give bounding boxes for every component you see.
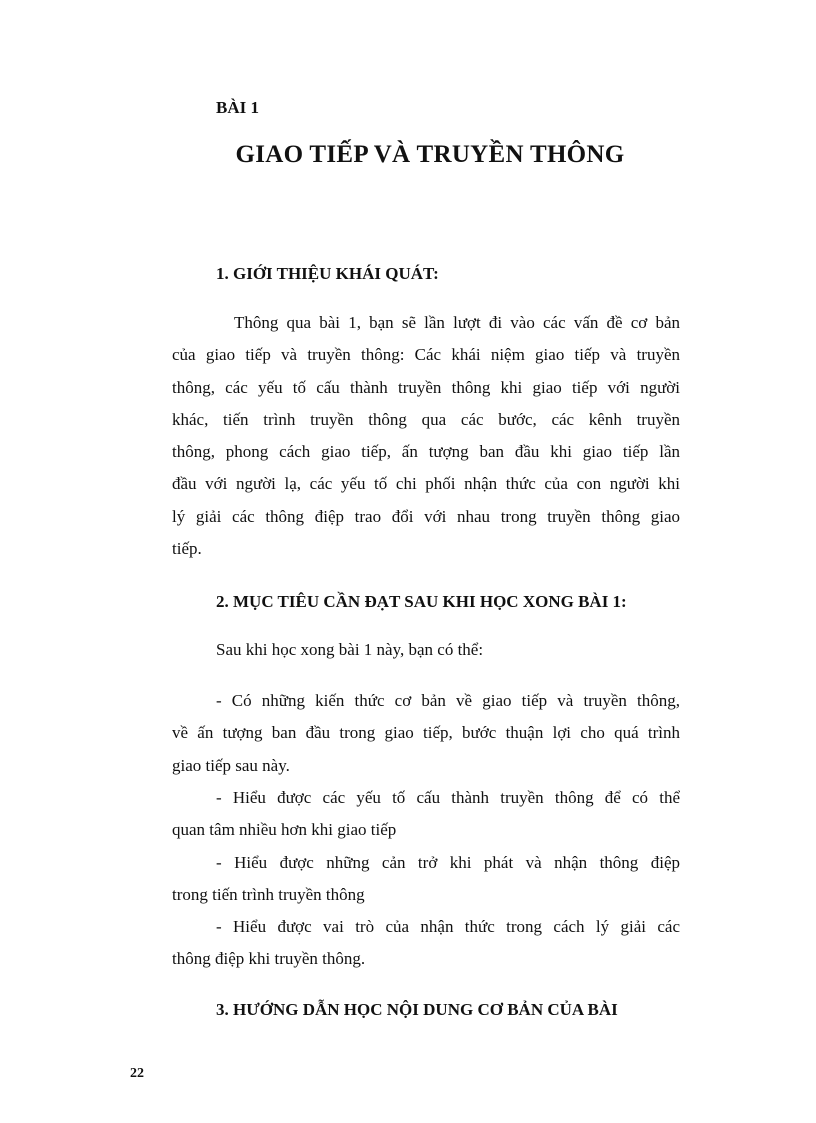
paragraph-line: của giao tiếp và truyền thông: Các khái niệm giao tiếp và truyền	[172, 345, 680, 365]
paragraph-line: Thông qua bài 1, bạn sẽ lần lượt đi vào các vấn đề cơ bản	[234, 313, 680, 332]
section-heading-introduction: 1. GIỚI THIỆU KHÁI QUÁT:	[216, 264, 439, 283]
objective-line: trong tiến trình truyền thông	[172, 885, 365, 905]
objective-line: - Hiểu được những cản trở khi phát và nhận thông điệp	[216, 853, 680, 872]
objectives-intro: Sau khi học xong bài 1 này, bạn có thể:	[216, 640, 484, 659]
objective-item	[172, 782, 680, 847]
paragraph-line: tiếp.	[172, 539, 202, 559]
page-title: GIAO TIẾP VÀ TRUYỀN THÔNG	[235, 141, 625, 168]
section-heading-study-guide: 3. HƯỚNG DẪN HỌC NỘI DUNG CƠ BẢN CỦA BÀI	[216, 1000, 618, 1019]
objective-line: - Có những kiến thức cơ bản về giao tiếp và truyền thông,	[216, 691, 680, 710]
paragraph-line: khác, tiến trình truyền thông qua các bước, các kênh truyền	[172, 409, 680, 429]
paragraph-line: thông, các yếu tố cấu thành truyền thông khi giao tiếp với người	[172, 377, 680, 397]
objective-line: giao tiếp sau này.	[172, 755, 290, 775]
objective-item	[172, 685, 680, 782]
paragraph-line: thông, phong cách giao tiếp, ấn tượng ban đầu khi giao tiếp lần	[172, 442, 680, 462]
paragraph-line: đầu với người lạ, các yếu tố chi phối nhận thức của con người khi	[172, 474, 680, 494]
introduction-paragraph	[172, 307, 680, 565]
objective-item	[172, 847, 680, 912]
section-heading-objectives: 2. MỤC TIÊU CẦN ĐẠT SAU KHI HỌC XONG BÀI 1:	[216, 592, 627, 611]
objective-line: thông điệp khi truyền thông.	[172, 949, 366, 969]
objective-line: về ấn tượng ban đầu trong giao tiếp, bước thuận lợi cho quá trình	[172, 723, 680, 743]
lesson-label: BÀI 1	[216, 98, 259, 117]
paragraph-line: lý giải các thông điệp trao đổi với nhau trong truyền thông giao	[172, 506, 680, 526]
objective-line: - Hiểu được vai trò của nhận thức trong cách lý giải các	[216, 917, 680, 936]
objective-line: - Hiểu được các yếu tố cấu thành truyền thông để có thể	[216, 788, 680, 807]
objective-line: quan tâm nhiều hơn khi giao tiếp	[172, 820, 397, 840]
page-number: 22	[130, 1066, 144, 1081]
objective-item	[172, 911, 680, 976]
